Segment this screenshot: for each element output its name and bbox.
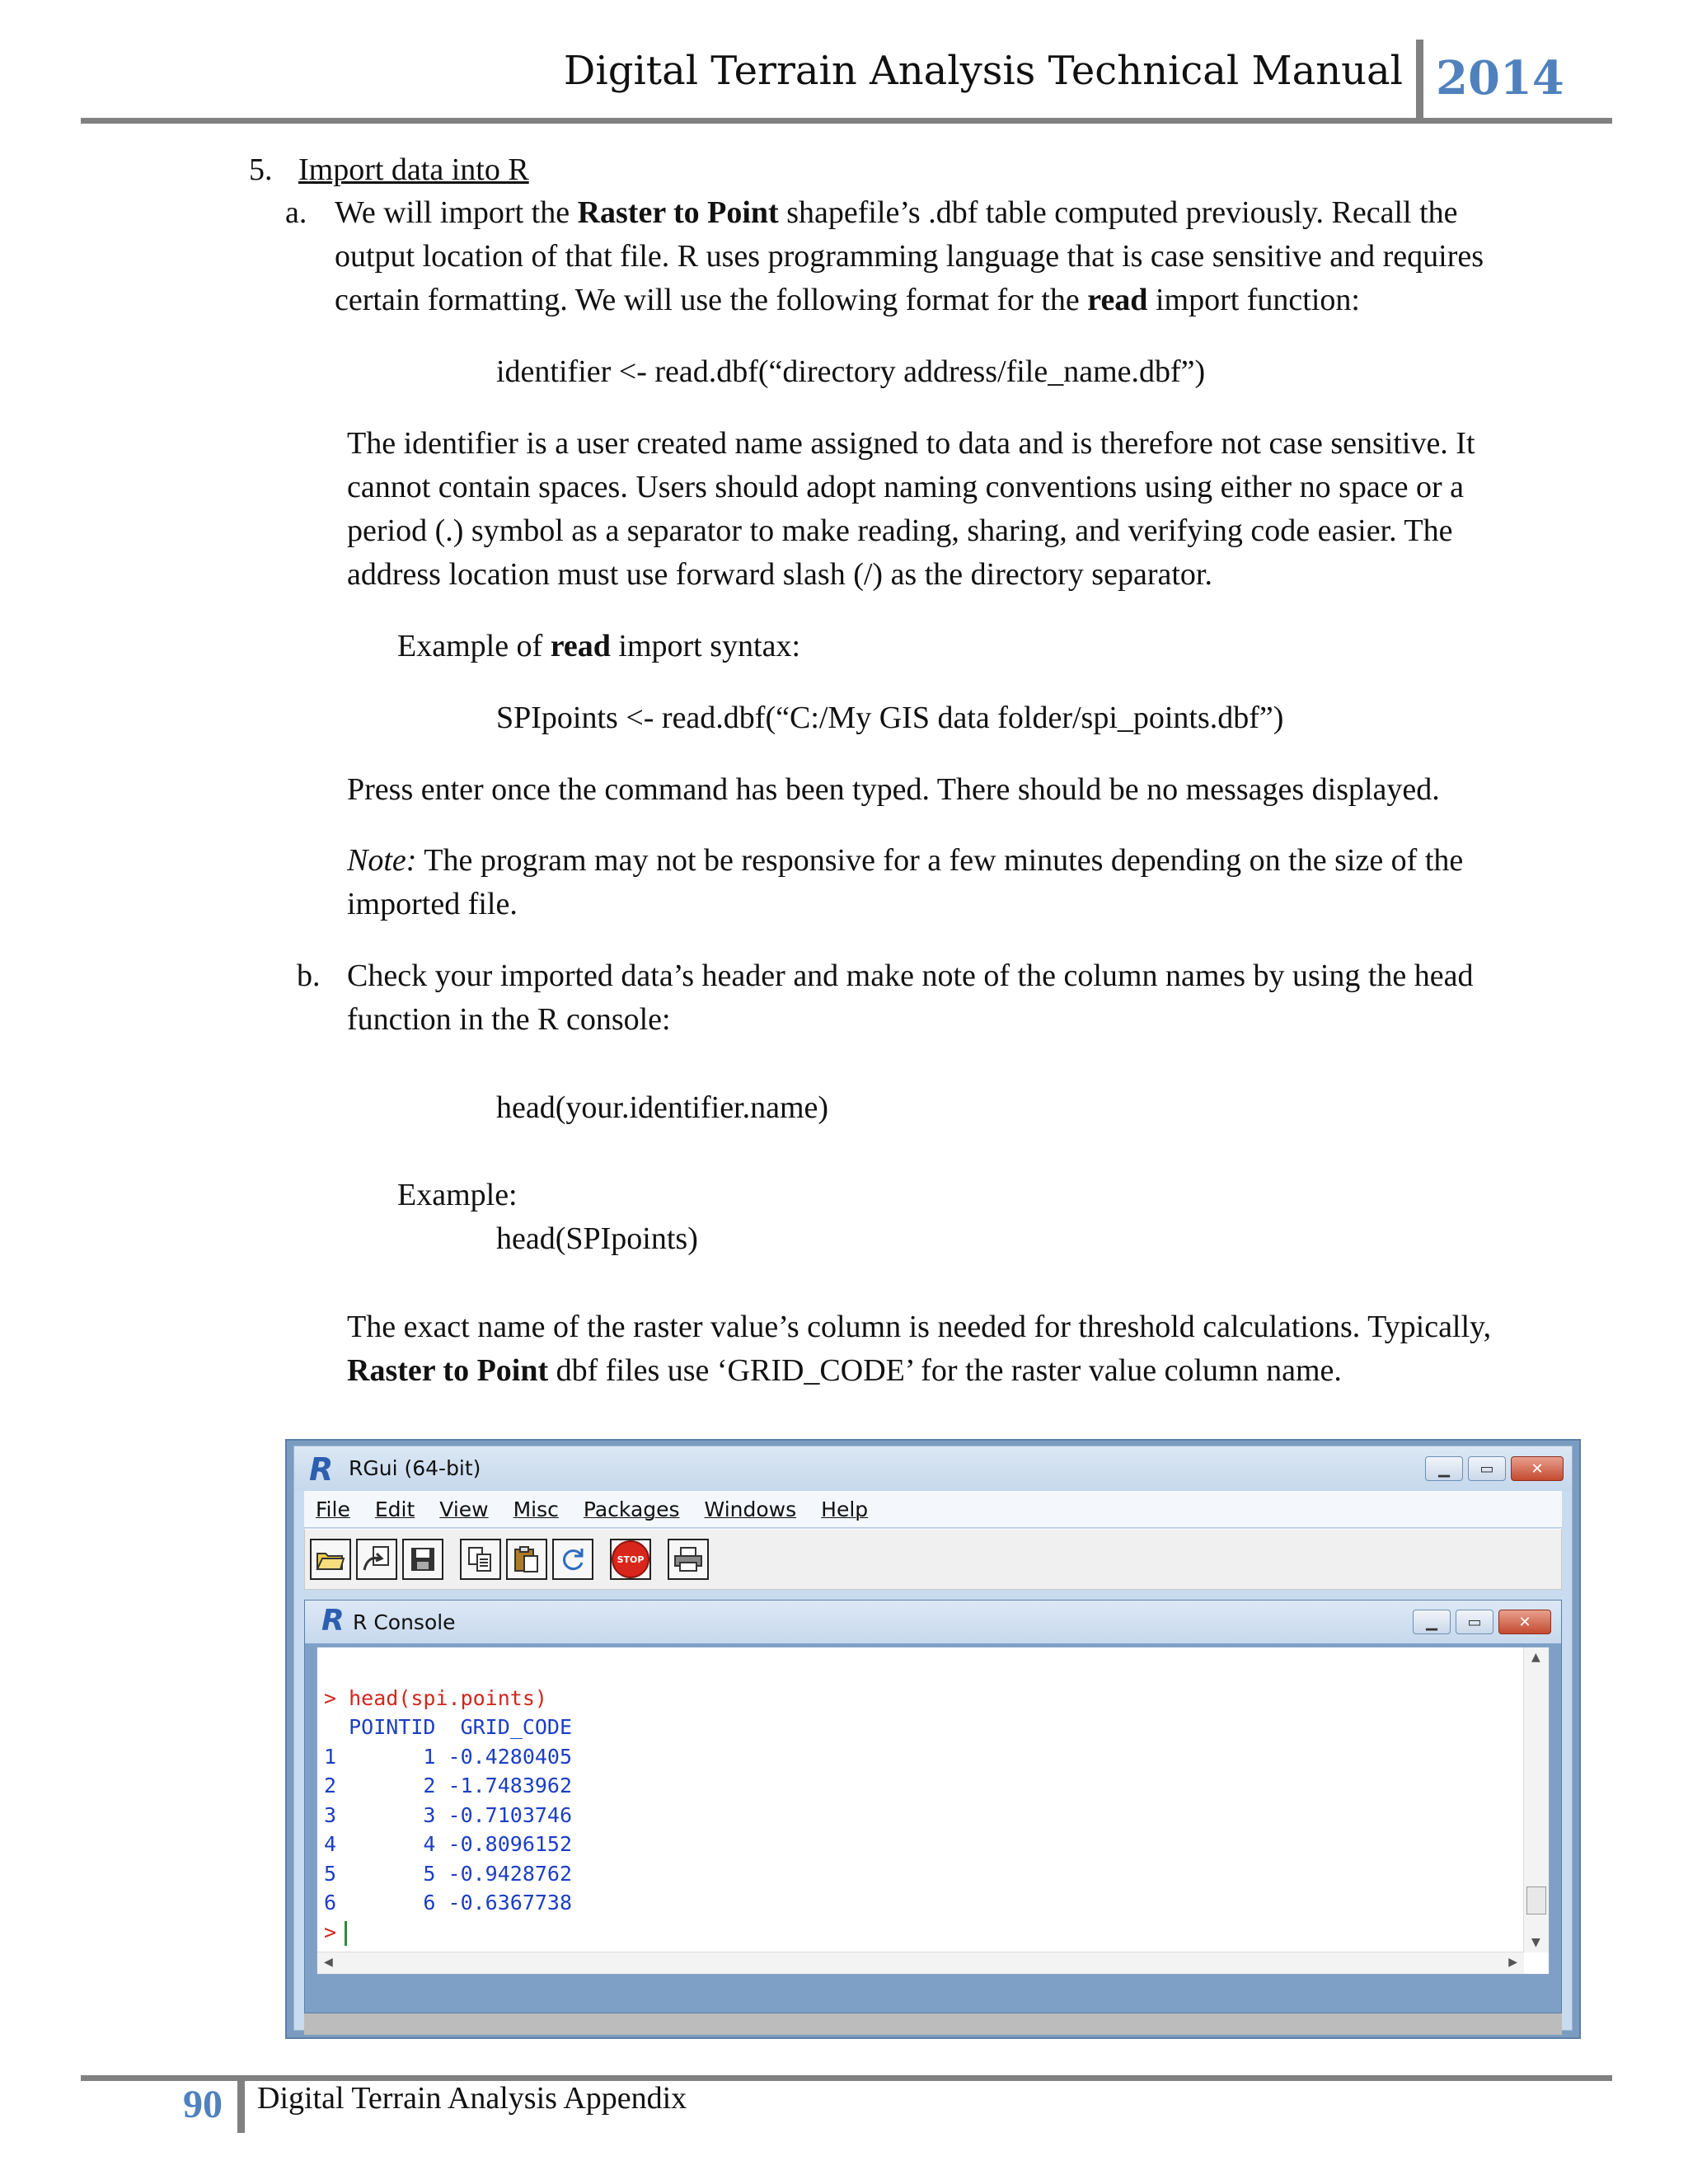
stop-label: STOP [612,1540,649,1578]
console-output[interactable] [316,1647,1550,1975]
menu-help[interactable]: Help [821,1497,869,1521]
vertical-scroll-thumb[interactable] [1526,1886,1546,1915]
console-row: 6 6 -0.6367738 [324,1891,573,1915]
close-button[interactable]: ✕ [1511,1456,1564,1481]
item-a-line-3: certain formatting. We will use the following format for the read import function: [335,283,1360,317]
paste-icon[interactable] [506,1539,547,1580]
head-generic-line: head(your.identifier.name) [496,1090,829,1125]
rgui-window [293,1446,1573,2031]
step-number: 5. [249,152,273,187]
example-heading: Example of read import syntax: [397,629,801,663]
menu-edit[interactable]: Edit [374,1497,415,1521]
note-line-2: imported file. [347,887,518,921]
console-maximize-button[interactable]: ▭ [1456,1610,1493,1634]
footer-divider [237,2077,245,2133]
identifier-para-line-3: period (.) symbol as a separator to make reading, sharing, and verifying code easier. The [347,513,1453,548]
identifier-para-line-2: cannot contain spaces. Users should adopt naming conventions using either no space or a [347,470,1464,504]
stop-icon[interactable] [610,1539,651,1580]
r-logo-icon: R [309,1451,334,1488]
horizontal-scrollbar[interactable] [317,1952,1524,1974]
item-a-label: a. [285,195,307,230]
scroll-down-icon[interactable]: ▼ [1531,1936,1540,1949]
console-row: 2 2 -1.7483962 [324,1774,573,1797]
step-title: Import data into R [298,152,529,187]
console-window-controls [1413,1610,1551,1634]
example-code-line: SPIpoints <- read.dbf(“C:/My GIS data folder/spi_points.dbf”) [496,701,1284,735]
rgui-screenshot [285,1439,1581,2039]
page-number: 90 [183,2083,223,2126]
rgui-titlebar [294,1446,1572,1491]
head-example-line: head(SPIpoints) [496,1221,698,1256]
scroll-up-icon[interactable]: ▲ [1531,1651,1540,1664]
console-row: 1 1 -0.4280405 [324,1744,573,1769]
press-enter-line: Press enter once the command has been typed. There should be no messages displayed. [347,772,1440,807]
item-b-line-1: Check your imported data’s header and make note of the column names by using the head [347,958,1474,993]
r-console-logo-icon: R [321,1604,345,1638]
running-header-year: 2014 [1436,51,1564,105]
console-command: > head(spi.points) [324,1685,547,1710]
menu-packages[interactable]: Packages [583,1497,680,1521]
scroll-right-icon[interactable]: ▶ [1508,1956,1517,1969]
r-console-window [304,1600,1562,2013]
rgui-status-strip [304,2013,1562,2035]
menu-windows[interactable]: Windows [704,1497,797,1521]
scroll-left-icon[interactable]: ◀ [324,1956,333,1969]
item-a-line-1: We will import the Raster to Point shapefile’s .dbf table computed previously. Recall the [335,195,1458,230]
menu-file[interactable]: File [316,1497,350,1521]
identifier-para-line-4: address location must use forward slash (/) as the directory separator. [347,557,1212,592]
print-icon[interactable] [668,1539,709,1580]
example-label: Example: [397,1178,518,1212]
rgui-toolbar [304,1529,1562,1590]
header-divider [1416,40,1423,119]
console-prompt-line[interactable] [324,1918,572,1947]
menu-view[interactable]: View [439,1497,489,1521]
minimize-button[interactable]: ▁ [1425,1456,1463,1481]
load-workspace-icon[interactable] [356,1539,397,1580]
rgui-window-controls [1425,1456,1564,1481]
format-line: identifier <- read.dbf(“directory address/file_name.dbf”) [496,354,1206,389]
save-workspace-icon[interactable] [402,1539,443,1580]
note-line-1: Note: The program may not be responsive for a few minutes depending on the size of the [347,843,1464,878]
text-cursor [345,1921,347,1946]
console-title: R Console [353,1610,456,1634]
identifier-para-line-1: The identifier is a user created name assigned to data and is therefore not case sensitive. It [347,426,1475,461]
console-prompt: > [324,1919,337,1944]
console-minimize-button[interactable]: ▁ [1413,1610,1451,1634]
item-b-label: b. [297,958,321,993]
copy-icon[interactable] [460,1539,501,1580]
header-rule [81,118,1612,124]
running-header-title: Digital Terrain Analysis Technical Manual [563,48,1403,94]
console-close-button[interactable]: ✕ [1498,1610,1551,1634]
column-para-line-1: The exact name of the raster value’s column is needed for threshold calculations. Typically, [347,1310,1492,1344]
item-a-line-2: output location of that file. R uses programming language that is case sensitive and requires [335,239,1484,274]
rgui-window-title: RGui (64-bit) [349,1456,481,1480]
menu-misc[interactable]: Misc [513,1497,559,1521]
vertical-scrollbar[interactable] [1523,1647,1549,1952]
item-b-line-2: function in the R console: [347,1002,671,1037]
console-titlebar [305,1601,1561,1643]
console-row: 4 4 -0.8096152 [324,1832,573,1856]
maximize-button[interactable]: ▭ [1468,1456,1506,1481]
footer-text: Digital Terrain Analysis Appendix [257,2081,687,2116]
column-para-line-2: Raster to Point dbf files use ‘GRID_CODE’ for the raster value column name. [347,1353,1342,1388]
console-column-header: POINTID GRID_CODE [324,1715,573,1739]
console-row: 5 5 -0.9428762 [324,1861,573,1886]
console-row: 3 3 -0.7103746 [324,1802,573,1827]
rgui-menubar [304,1491,1562,1528]
refresh-icon[interactable] [552,1539,593,1580]
open-script-icon[interactable] [310,1539,351,1580]
